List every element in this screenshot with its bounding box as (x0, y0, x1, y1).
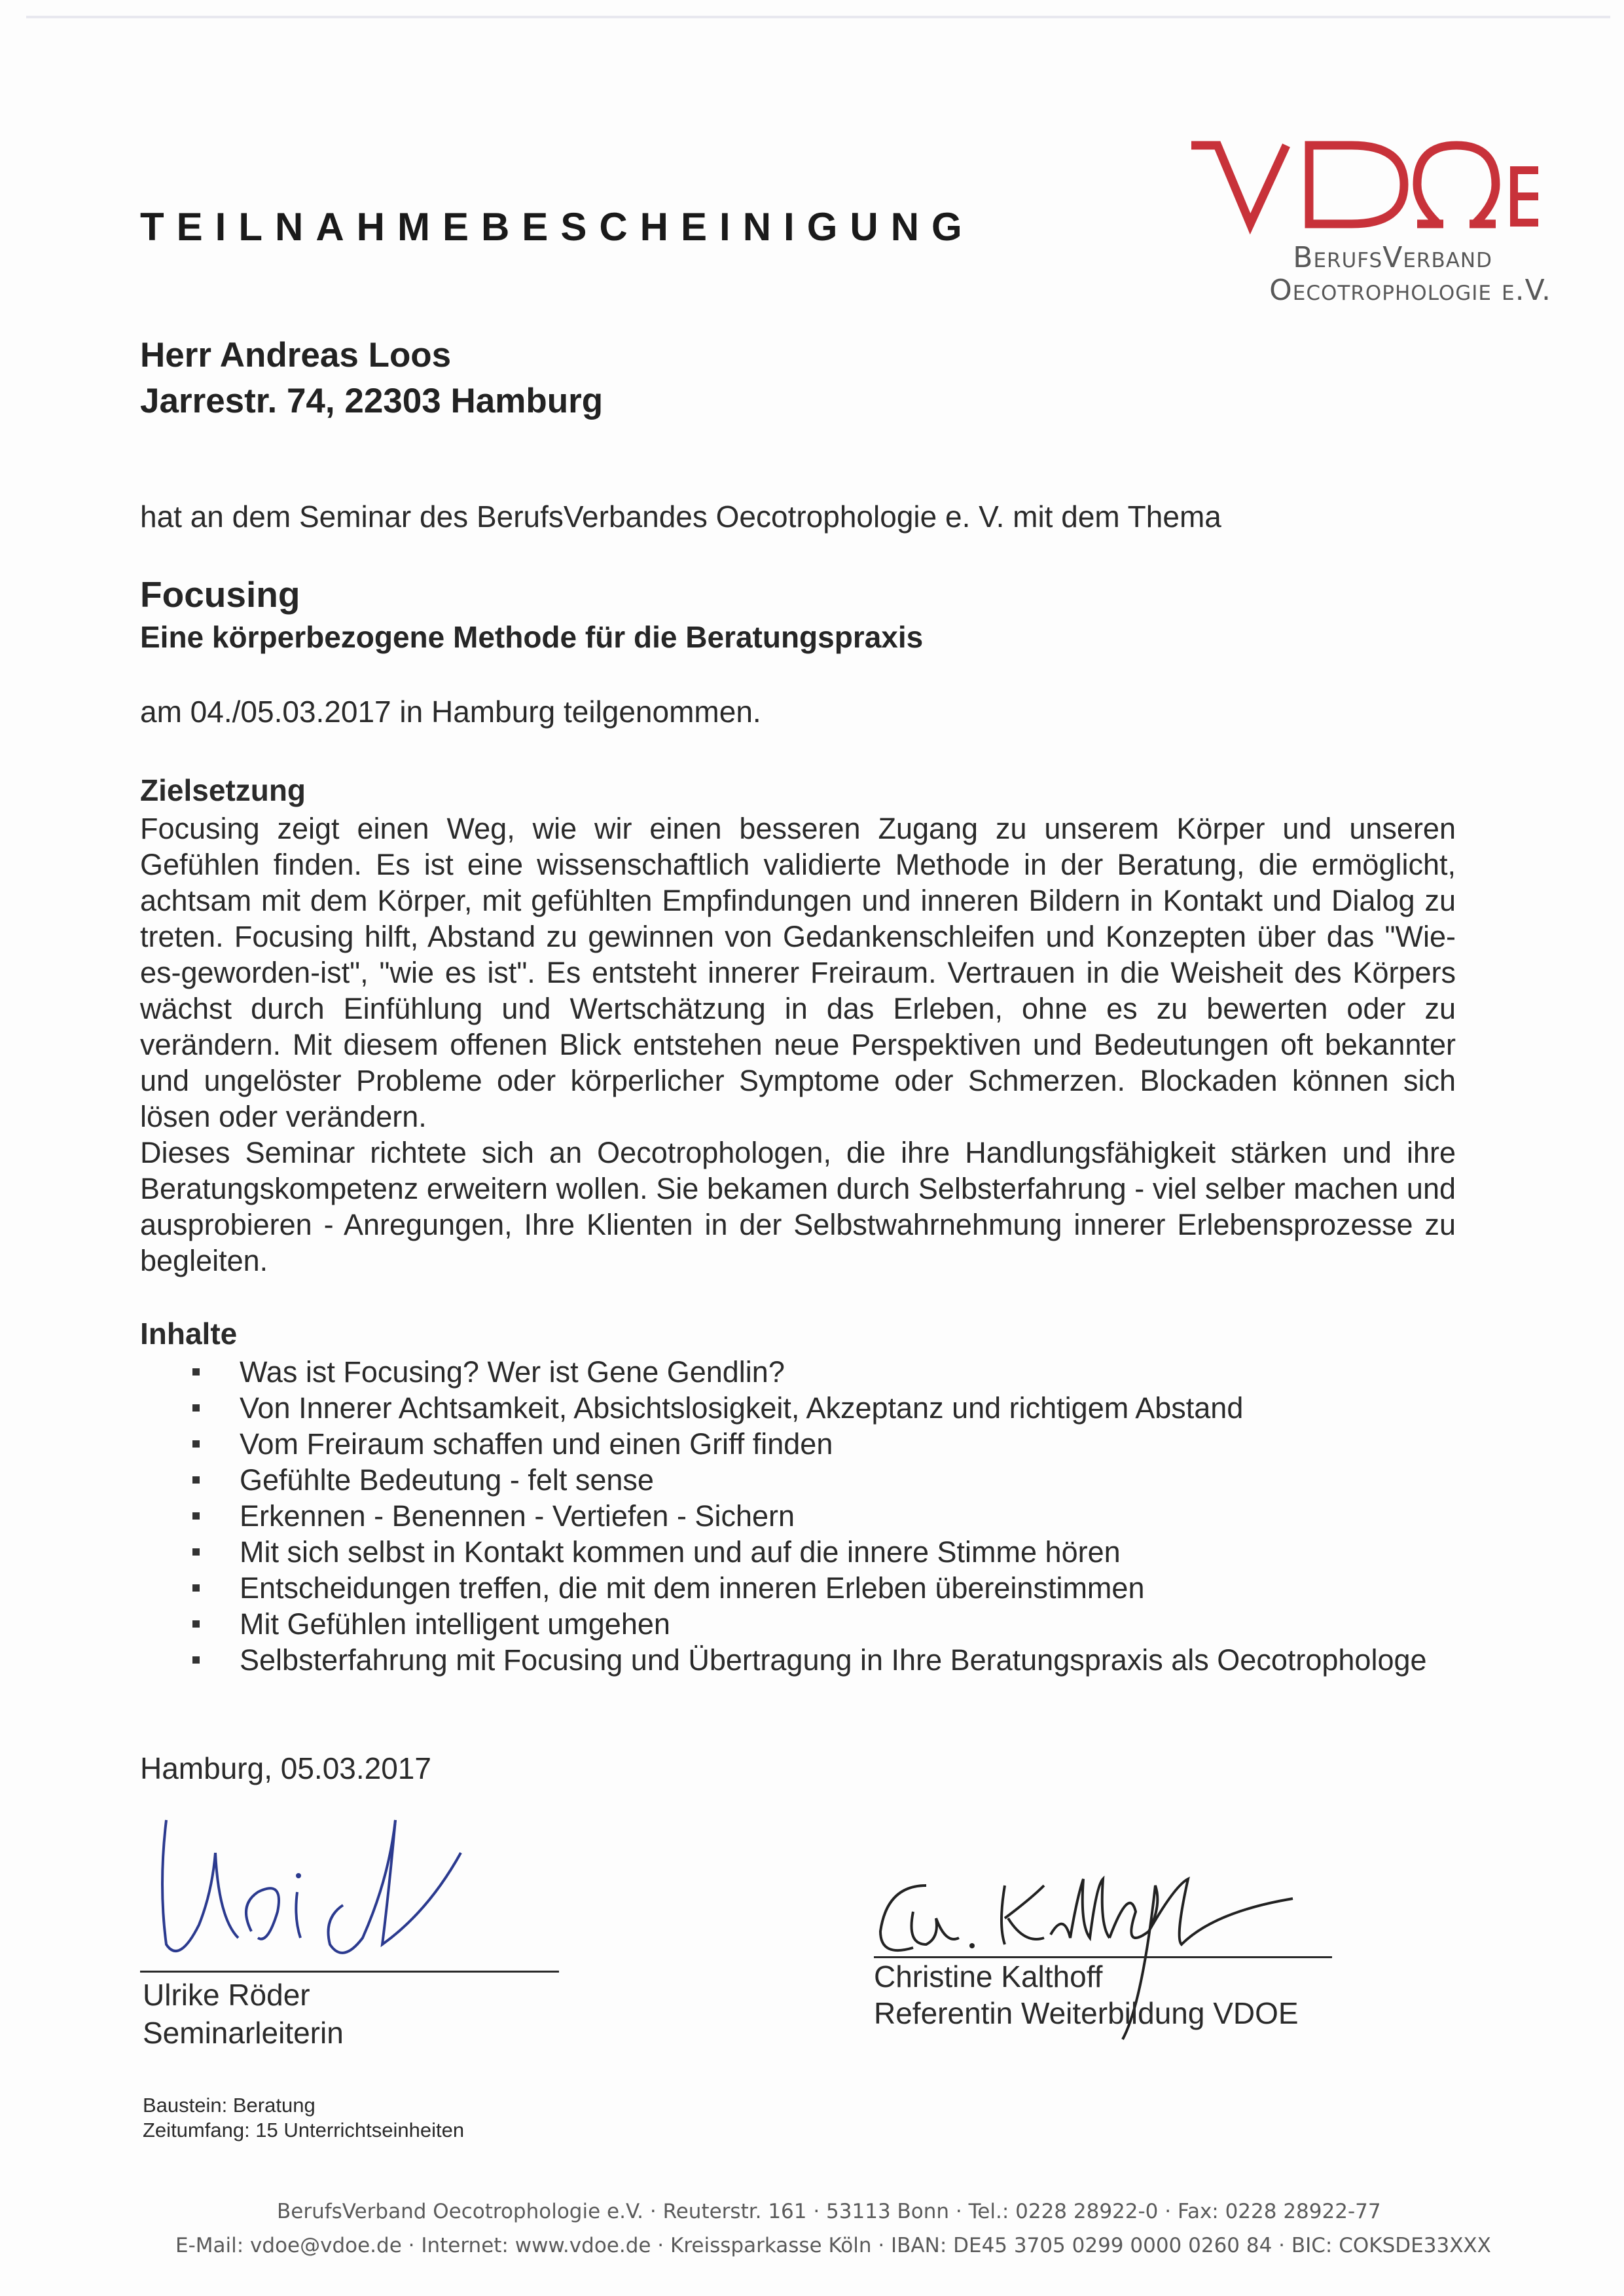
logo-text-line2: Oecotrophologie e.V. (1269, 274, 1551, 307)
list-item-text: Selbsterfahrung mit Focusing und Übertragung in Ihre Beratungspraxis als Oecotrophologe (240, 1643, 1427, 1677)
list-item (140, 1570, 1482, 1606)
list-item-text: Von Innerer Achtsamkeit, Absichtslosigkeit, Akzeptanz und richtigem Abstand (240, 1391, 1244, 1425)
list-item-text: Was ist Focusing? Wer ist Gene Gendlin? (240, 1355, 785, 1389)
list-item-text: Erkennen - Benennen - Vertiefen - Sichern (240, 1499, 795, 1533)
intro-text: hat an dem Seminar des BerufsVerbandes Oecotrophologie e. V. mit dem Thema (140, 500, 1221, 534)
place-and-date: Hamburg, 05.03.2017 (140, 1751, 431, 1785)
signature-block-lecturer (874, 1872, 1371, 2069)
list-item (140, 1390, 1482, 1426)
scan-edge-line (26, 16, 1610, 18)
list-item-text: Gefühlte Bedeutung - felt sense (240, 1463, 654, 1497)
handwritten-signature-icon (153, 1813, 494, 1964)
list-item-text: Mit Gefühlen intelligent umgehen (240, 1607, 670, 1641)
bullet-icon (192, 1548, 200, 1556)
contents-heading: Inhalte (140, 1317, 238, 1351)
footer-address-line: BerufsVerband Oecotrophologie e.V. · Reuterstr. 161 · 53113 Bonn · Tel.: 0228 28922-0 · Fax: 0228 28922-77 (277, 2200, 1381, 2223)
contents-section (140, 1316, 1482, 1678)
vdoe-logo (1185, 131, 1551, 314)
list-item (140, 1606, 1482, 1642)
signature-block-seminar-leader (140, 1813, 572, 2049)
list-item-text: Entscheidungen treffen, die mit dem inneren Erleben übereinstimmen (240, 1571, 1145, 1605)
list-item-text: Vom Freiraum schaffen und einen Griff finden (240, 1427, 833, 1461)
goals-paragraph: Dieses Seminar richtete sich an Oecotrophologen, die ihre Handlungsfähigkeit stärken und ihre Beratungskompetenz erweitern wollen. Sie bekamen durch Selbsterfahrung - viel selber machen und ausprobieren - Anregungen, Ihre Klienten in der Selbstwahrnehmung innerer Erlebensprozesse zu begleiten. (140, 1136, 1456, 1277)
bullet-icon (192, 1584, 200, 1592)
document-title: TEILNAHMEBESCHEINIGUNG (140, 205, 975, 249)
bullet-icon (192, 1368, 200, 1376)
attendance-date: am 04./05.03.2017 in Hamburg teilgenommen. (140, 695, 761, 729)
bullet-icon (192, 1476, 200, 1484)
bullet-icon (192, 1620, 200, 1628)
vdoe-logo-mark (1188, 131, 1542, 236)
seminar-topic (140, 574, 923, 655)
logo-text-line1: BerufsVerband (1293, 241, 1492, 274)
signer-name: Ulrike Röder (143, 1978, 310, 2012)
duration-label: Zeitumfang: 15 Unterrichtseinheiten (143, 2119, 465, 2141)
bullet-icon (192, 1512, 200, 1520)
recipient-name: Herr Andreas Loos (140, 336, 452, 374)
topic-subtitle: Eine körperbezogene Methode für die Beratungspraxis (140, 620, 924, 654)
recipient-block (140, 333, 603, 424)
bullet-icon (192, 1404, 200, 1412)
course-meta (143, 2093, 464, 2143)
signer-name: Christine Kalthoff (874, 1959, 1103, 1994)
list-item (140, 1642, 1482, 1678)
goals-paragraph: Focusing zeigt einen Weg, wie wir einen besseren Zugang zu unserem Körper und unseren Gefühlen finden. Es ist eine wissenschaftlich validierte Methode in der Beratung, die ermöglicht, achtsam mit dem Körper, mit gefühlten Empfindungen und inneren Bildern in Kontakt und Dialog zu treten. Focusing hilft, Abstand zu gewinnen von Gedankenschleifen und Konzepten über das "Wie-es-geworden-ist", "wie es ist". Es entsteht innerer Freiraum. Vertrauen in die Weisheit des Körpers wächst durch Einfühlung und Wertschätzung in das Erleben, ohne es zu bewerten oder zu verändern. Mit diesem offenen Blick entstehen neue Perspektiven und Bedeutungen oft bekannter und ungelöster Probleme oder körperlicher Symptome oder Schmerzen. Blockaden können sich lösen oder verändern. (140, 812, 1456, 1133)
list-item (140, 1498, 1482, 1534)
signature-line (140, 1971, 559, 1973)
goals-heading: Zielsetzung (140, 773, 306, 807)
list-item-text: Mit sich selbst in Kontakt kommen und auf die innere Stimme hören (240, 1535, 1121, 1569)
signer-role: Seminarleiterin (143, 2016, 344, 2050)
list-item (140, 1462, 1482, 1498)
list-item (140, 1354, 1482, 1390)
signer-role: Referentin Weiterbildung VDOE (874, 1996, 1299, 2030)
recipient-address: Jarrestr. 74, 22303 Hamburg (140, 382, 604, 420)
goals-section (140, 773, 1456, 1279)
list-item (140, 1426, 1482, 1462)
bullet-icon (192, 1656, 200, 1664)
topic-title: Focusing (140, 574, 300, 615)
list-item (140, 1534, 1482, 1570)
footer-contact-line: E-Mail: vdoe@vdoe.de · Internet: www.vdoe.de · Kreissparkasse Köln · IBAN: DE45 3705 0299 0000 0260 84 · BIC: COKSDE33XXX (175, 2234, 1491, 2257)
module-label: Baustein: Beratung (143, 2094, 316, 2117)
contents-list (140, 1354, 1482, 1678)
bullet-icon (192, 1440, 200, 1448)
